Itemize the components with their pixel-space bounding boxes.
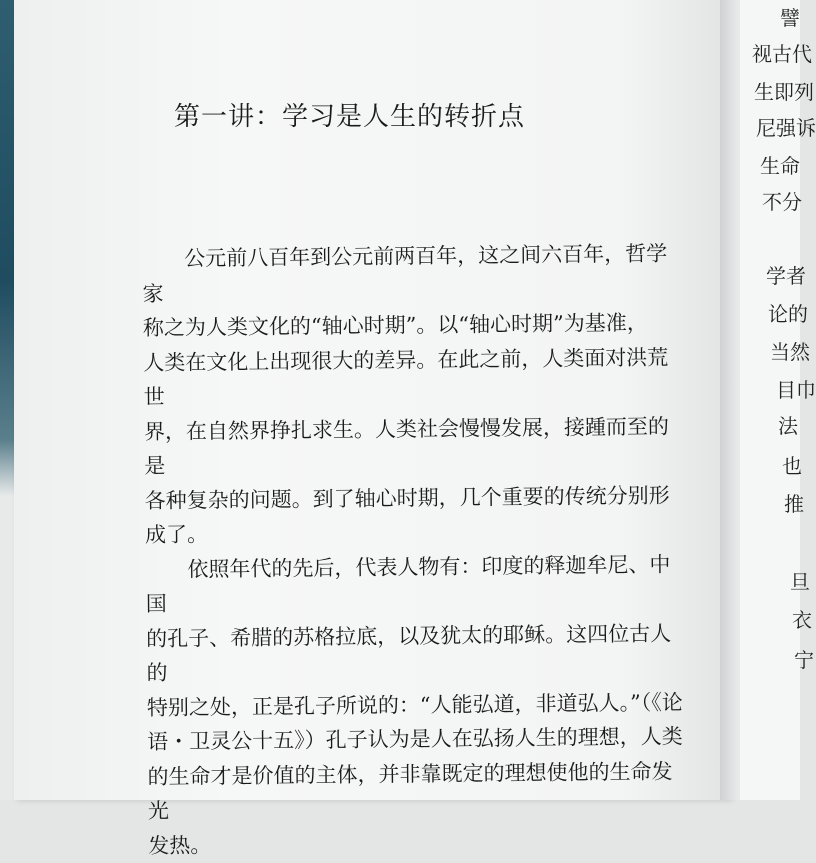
right-page-fragment: 不分 bbox=[762, 190, 802, 214]
right-page-fragment: 推 bbox=[784, 492, 804, 516]
right-page-fragment: 视古代 bbox=[752, 42, 812, 66]
text-line: 人类在文化上出现很大的差异。在此之前，人类面对洪荒世 bbox=[143, 344, 669, 409]
left-page bbox=[14, 0, 730, 858]
paragraph-1 bbox=[142, 236, 685, 552]
right-page-fragment: 论的 bbox=[768, 302, 808, 326]
text-line: 成了。 bbox=[144, 522, 209, 547]
text-line: 发热。 bbox=[148, 832, 212, 858]
right-page-fragment: 目巾 bbox=[776, 378, 816, 402]
right-page-fragment: 学者 bbox=[766, 264, 806, 288]
body-text bbox=[142, 236, 688, 863]
right-page-fragment: 旦 bbox=[790, 570, 810, 594]
right-page-fragment: 衣 bbox=[792, 608, 812, 632]
right-page-fragment: 也 bbox=[782, 454, 802, 478]
text-line: 称之为人类文化的“轴心时期”。以“轴心时期”为基准， bbox=[142, 310, 648, 340]
right-page-fragment: 法 bbox=[778, 414, 798, 438]
text-line: 语・卫灵公十五》）孔子认为是人在弘扬人生的理想，人类 bbox=[147, 724, 683, 754]
text-line: 特别之处，正是孔子所说的：“人能弘道，非道弘人。”（《论 bbox=[146, 689, 683, 720]
text-line: 的孔子、希腊的苏格拉底，以及犹太的耶稣。这四位古人的 bbox=[146, 620, 672, 685]
right-page-fragment: 生命 bbox=[760, 154, 800, 178]
text-line: 公元前八百年到公元前两百年，这之间六百年，哲学家 bbox=[142, 241, 668, 306]
chapter-title: 第一讲：学习是人生的转折点 bbox=[174, 102, 526, 132]
right-page-fragment: 譬 bbox=[780, 6, 800, 30]
right-page bbox=[740, 0, 816, 800]
text-line: 各种复杂的问题。到了轴心时期，几个重要的传统分别形 bbox=[144, 482, 670, 513]
right-page-fragment: 宁 bbox=[794, 648, 814, 672]
paragraph-2 bbox=[145, 547, 688, 863]
right-page-fragment: 生即列 bbox=[754, 80, 814, 104]
book-cover-edge bbox=[0, 0, 14, 800]
text-line: 界，在自然界挣扎求生。人类社会慢慢发展，接踵而至的是 bbox=[143, 413, 670, 478]
text-line: 依照年代的先后，代表人物有：印度的释迦牟尼、中国 bbox=[145, 551, 671, 616]
text-line: 的生命才是价值的主体，并非靠既定的理想使他的生命发光 bbox=[147, 758, 673, 823]
right-page-fragment: 尼强诉 bbox=[756, 116, 816, 140]
right-page-fragment: 当然 bbox=[770, 340, 810, 364]
